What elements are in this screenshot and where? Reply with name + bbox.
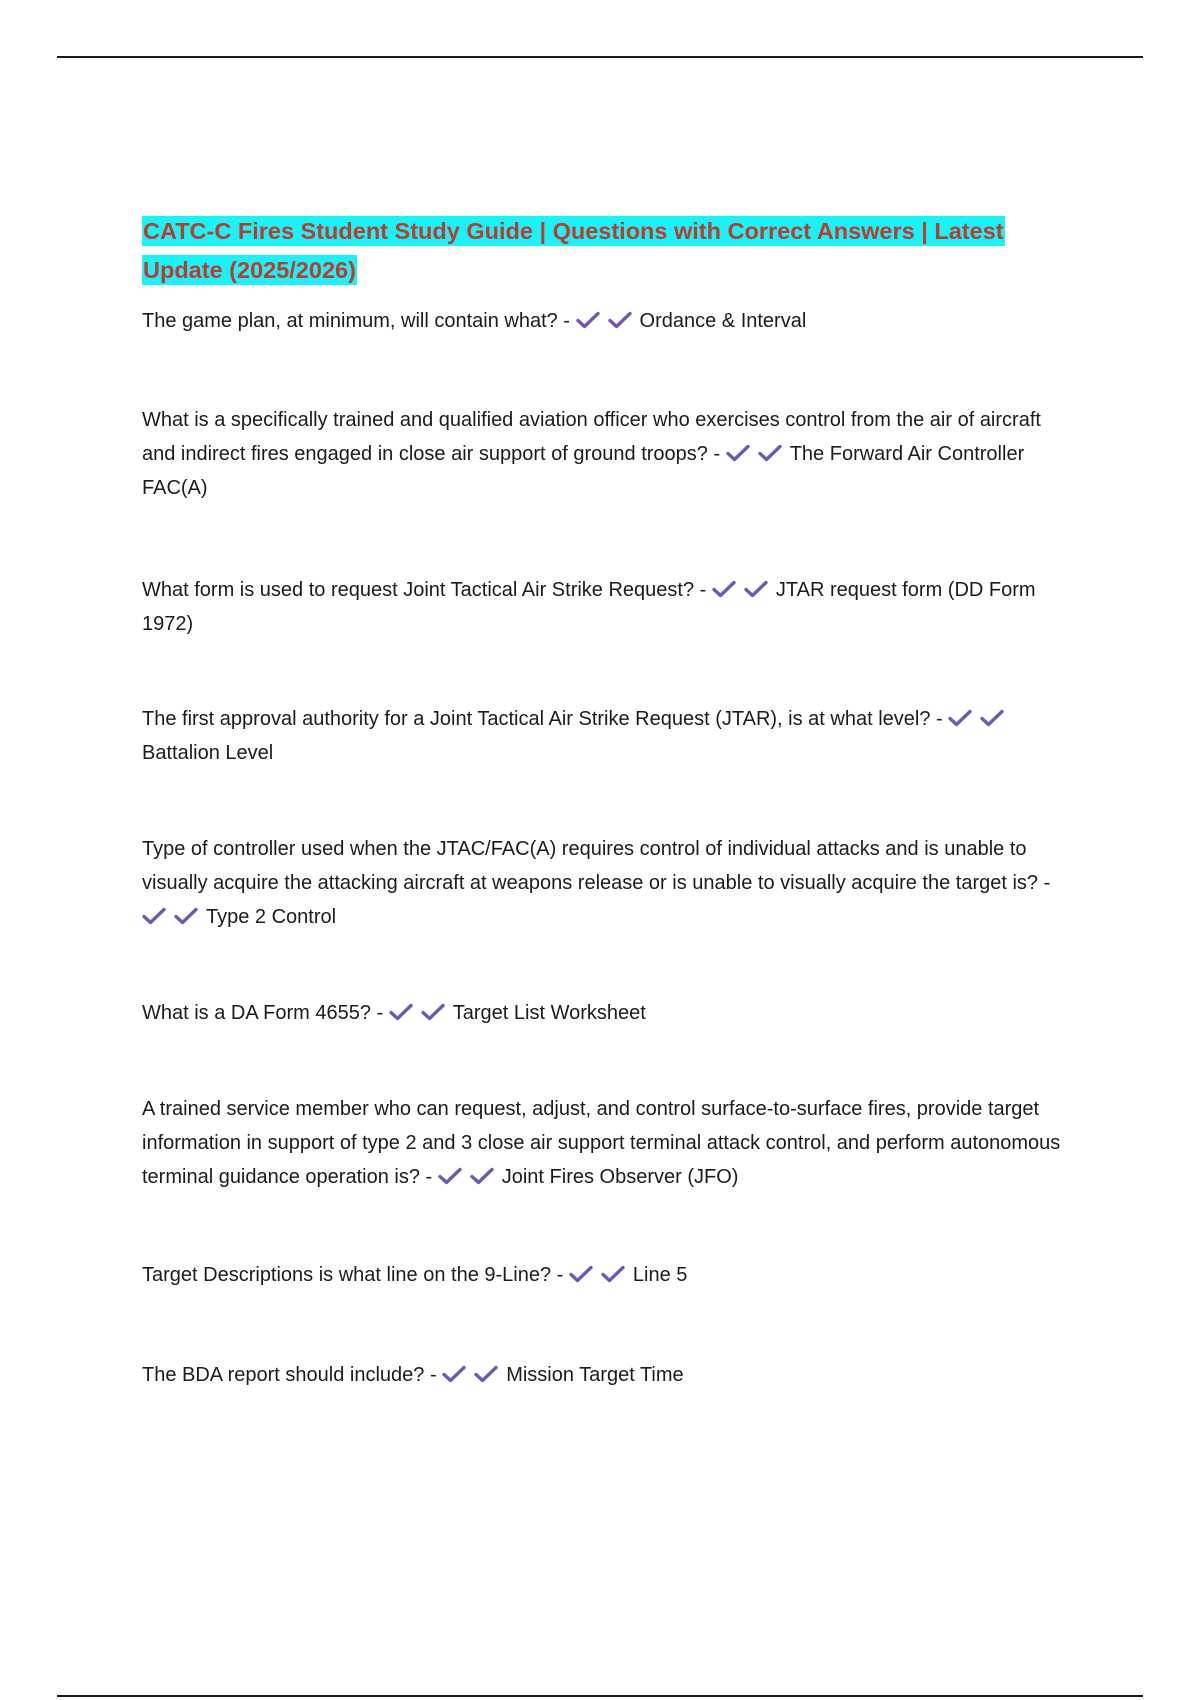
qa-item <box>142 304 1062 338</box>
qa-item <box>142 996 1062 1030</box>
answer-text: Target List Worksheet <box>452 1002 646 1024</box>
answer-text: Mission Target Time <box>506 1364 684 1386</box>
header-rule <box>57 56 1143 58</box>
separator: - <box>551 1264 569 1286</box>
qa-item <box>142 403 1062 505</box>
check-icon <box>948 709 974 727</box>
separator: - <box>424 1364 443 1386</box>
qa-item <box>142 1358 1062 1392</box>
separator: - <box>557 310 576 332</box>
answer-text: Type 2 Control <box>206 906 337 928</box>
separator: - <box>370 1002 389 1024</box>
question-text: What is a specifically trained and qualified aviation officer who exercises control from the air of aircraft and indirect fires engaged in close air support of ground troops? <box>142 409 1041 465</box>
question-text: Target Descriptions is what line on the 9-Line? <box>142 1264 552 1286</box>
separator: - <box>1038 872 1051 894</box>
answer-text: Line 5 <box>632 1264 688 1286</box>
check-icon <box>421 1003 447 1021</box>
qa-item <box>142 573 1062 641</box>
question-text: What form is used to request Joint Tactical Air Strike Request? <box>142 579 695 601</box>
check-icon <box>474 1365 500 1383</box>
answer-text: Ordance & Interval <box>639 310 807 332</box>
qa-item <box>142 832 1062 934</box>
question-text: The BDA report should include? <box>142 1364 425 1386</box>
check-icon <box>576 311 602 329</box>
question-text: A trained service member who can request, adjust, and control surface-to-surface fires, provide target information in support of type 2 and 3 close air support terminal attack control, and perform autonomous terminal guidance operation is? <box>142 1098 1061 1188</box>
check-icon <box>142 907 168 925</box>
check-icon <box>174 907 200 925</box>
separator: - <box>694 579 712 601</box>
check-icon <box>712 580 738 598</box>
qa-list <box>142 304 1062 1392</box>
answer-text: The Forward Air Controller FAC(A) <box>142 443 1025 499</box>
qa-item <box>142 1092 1062 1194</box>
check-icon <box>608 311 634 329</box>
qa-item <box>142 1258 1062 1292</box>
footer-rule <box>57 1695 1143 1697</box>
separator: - <box>707 443 726 465</box>
answer-text: Joint Fires Observer (JFO) <box>501 1166 739 1188</box>
page-title <box>142 212 1062 290</box>
check-icon <box>470 1167 496 1185</box>
check-icon <box>442 1365 468 1383</box>
qa-item <box>142 702 1062 770</box>
check-icon <box>758 444 784 462</box>
separator: - <box>930 708 949 730</box>
check-icon <box>726 444 752 462</box>
answer-text: Battalion Level <box>142 742 274 764</box>
page-title-text: CATC-C Fires Student Study Guide | Questions with Correct Answers | Latest Update (2025/2026) <box>143 218 1004 283</box>
question-text: The first approval authority for a Joint Tactical Air Strike Request (JTAR), is at what level? <box>142 708 931 730</box>
check-icon <box>601 1265 627 1283</box>
separator: - <box>419 1166 438 1188</box>
answer-text: JTAR request form (DD Form 1972) <box>142 579 1036 635</box>
check-icon <box>744 580 770 598</box>
check-icon <box>980 709 1006 727</box>
question-text: The game plan, at minimum, will contain what? <box>142 310 558 332</box>
check-icon <box>569 1265 595 1283</box>
check-icon <box>438 1167 464 1185</box>
question-text: Type of controller used when the JTAC/FAC(A) requires control of individual attacks and is unable to visually acquire the attacking aircraft at weapons release or is unable to visually acquire the target is? <box>142 838 1039 894</box>
study-guide-content <box>142 212 1062 1392</box>
question-text: What is a DA Form 4655? <box>142 1002 371 1024</box>
check-icon <box>389 1003 415 1021</box>
